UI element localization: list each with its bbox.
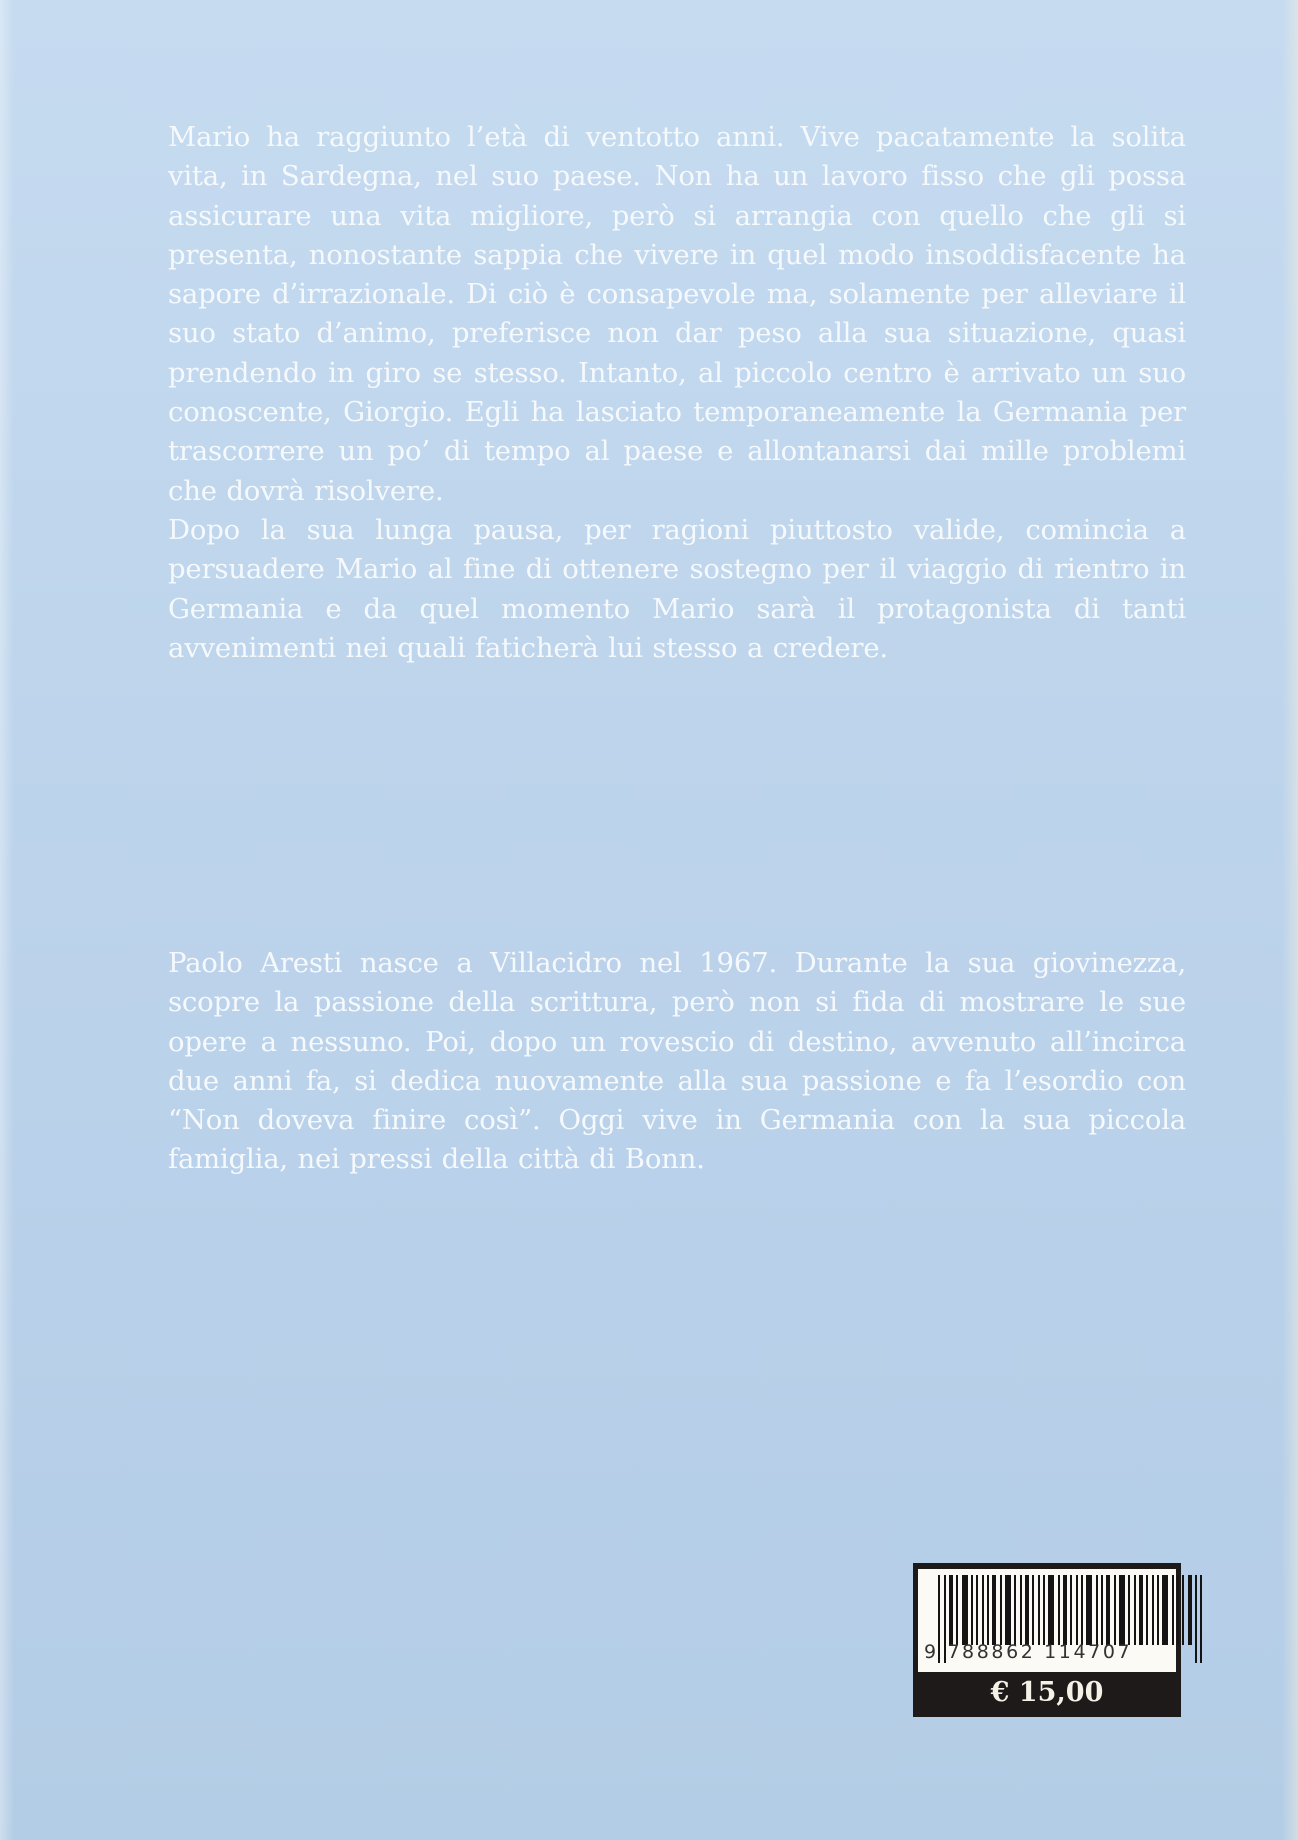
barcode-bar [982,1575,984,1645]
barcode-bar [1139,1575,1143,1645]
barcode-bar [992,1575,996,1645]
barcode-bar [1014,1575,1016,1645]
barcode-bar [1114,1575,1116,1645]
barcode-bar [1119,1575,1125,1645]
barcode-bar [1000,1575,1002,1645]
synopsis-blurb [168,118,1186,668]
barcode-bar [1058,1575,1060,1645]
synopsis-paragraph-1: Mario ha raggiunto l’età di ventotto anni. Vive pacatamente la solita vita, in Sardegna, nel suo paese. Non ha un lavoro fisso che gli possa assicurare una vita migliore, però si arrangia con quello che gli si presenta, nonostante sappia che vivere in quel modo insoddisfacente ha sapore d’irrazionale. Di ciò è consapevole ma, solamente per alleviare il suo stato d’animo, preferisce non dar peso alla sua situazione, quasi prendendo in giro se stesso. Intanto, al piccolo centro è arrivato un suo conoscente, Giorgio. Egli ha lasciato temporaneamente la Germania per trascorrere un po’ di tempo al paese e allontanarsi dai mille problemi che dovrà risolvere. [168,121,1186,507]
barcode-bar [1063,1575,1067,1645]
barcode-bar [1020,1575,1022,1645]
cover-left-edge [0,0,14,1840]
barcode-bar [1070,1575,1072,1645]
barcode-bar [962,1575,968,1645]
barcode-bar [1005,1575,1011,1645]
barcode-bar [1162,1575,1168,1645]
barcode-bar [1025,1575,1029,1645]
barcode-bar [1081,1575,1083,1645]
barcode-bar [956,1575,958,1645]
barcode-bar [1172,1575,1174,1645]
barcode-bars [938,1575,1206,1645]
barcode-bar [949,1575,953,1645]
author-bio-text: Paolo Aresti nasce a Villacidro nel 1967. Durante la sua giovinezza, scopre la passione della scrittura, però non si fida di mostrare le sue opere a nessuno. Poi, dopo un rovescio di destino, avvenuto all’incirca due anni fa, si dedica nuovamente alla sua passione e fa l’esordio con “Non doveva finire così”. Oggi vive in Germania con la sua piccola famiglia, nei pressi della città di Bonn. [168,947,1186,1176]
barcode-price-box [913,1563,1181,1717]
barcode-bar [1152,1575,1154,1645]
barcode-bar [1043,1575,1045,1645]
barcode-bar [1134,1575,1136,1645]
barcode-bar [1195,1575,1197,1663]
barcode [918,1569,1176,1672]
synopsis-paragraph-2: Dopo la sua lunga pausa, per ragioni piuttosto valide, comincia a persuadere Mario al fine di ottenere sostegno per il viaggio di rientro in Germania e da quel momento Mario sarà il protagonista di tanti avvenimenti nei quali faticherà lui stesso a credere. [168,513,1186,664]
barcode-bar [1188,1575,1192,1645]
isbn-number: 9 788862 114707 [924,1641,1133,1663]
barcode-bar [1086,1575,1092,1645]
barcode-bar [1032,1575,1034,1645]
barcode-bar [1146,1575,1148,1645]
barcode-bar [971,1575,973,1645]
barcode-bar [1157,1575,1159,1645]
barcode-bar [987,1575,989,1645]
barcode-bar [1128,1575,1130,1645]
price-label: € 15,00 [990,1677,1104,1708]
barcode-bar [1200,1575,1202,1663]
barcode-bar [1096,1575,1098,1645]
barcode-bar [1101,1575,1103,1645]
barcode-bar [1076,1575,1078,1645]
author-bio [168,944,1186,1180]
barcode-bar [1106,1575,1110,1645]
barcode-bar [976,1575,978,1645]
barcode-bar [1177,1575,1179,1645]
barcode-bar [1038,1575,1040,1645]
barcode-bar [1182,1575,1184,1645]
cover-right-edge [1282,0,1298,1840]
barcode-bar [1048,1575,1054,1645]
